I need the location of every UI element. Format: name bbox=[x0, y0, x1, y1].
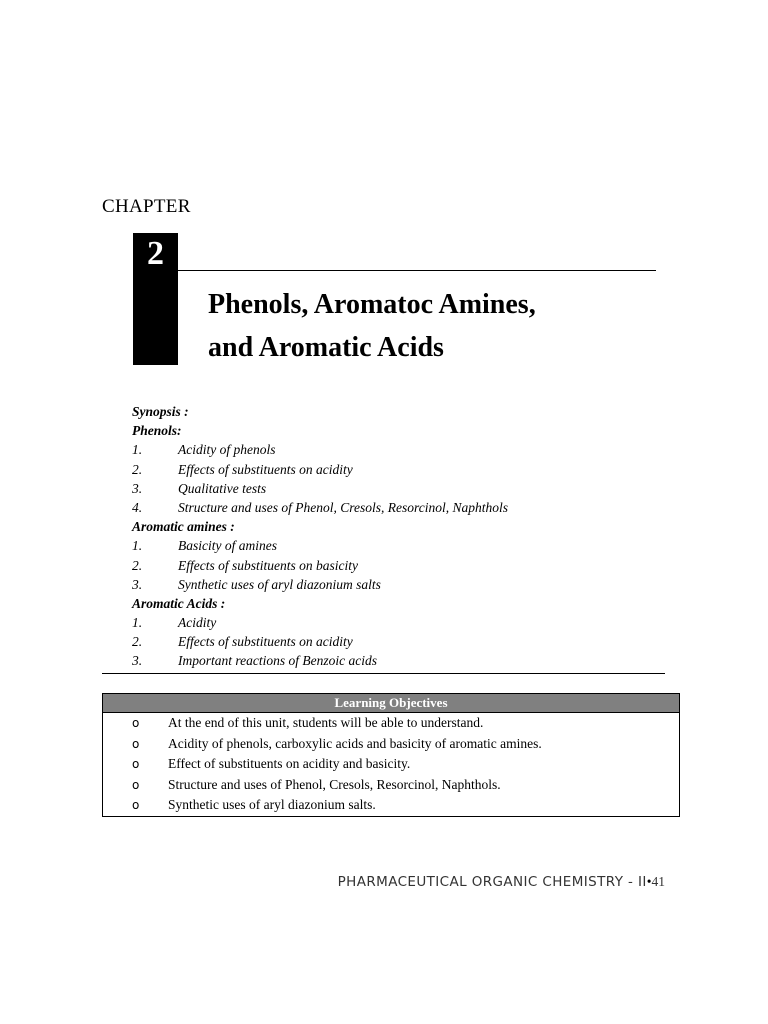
synopsis-item-text: Synthetic uses of aryl diazonium salts bbox=[178, 576, 381, 592]
synopsis-item bbox=[132, 498, 508, 517]
synopsis-item-number: 1. bbox=[132, 538, 143, 554]
synopsis-item-number: 2. bbox=[132, 461, 143, 477]
chapter-number: 2 bbox=[147, 235, 164, 272]
synopsis-item bbox=[132, 440, 508, 459]
synopsis-item-text: Effects of substituents on acidity bbox=[178, 634, 353, 650]
bullet-icon: o bbox=[132, 736, 140, 751]
synopsis-item-number: 2. bbox=[132, 634, 143, 650]
title-rule bbox=[178, 270, 656, 271]
footer-separator: • bbox=[646, 874, 652, 889]
synopsis-section-title: Aromatic Acids : bbox=[132, 595, 226, 611]
chapter-title-line: Phenols, Aromatoc Amines, bbox=[208, 289, 536, 320]
chapter-title-line: and Aromatic Acids bbox=[208, 332, 444, 363]
synopsis-item bbox=[132, 536, 508, 555]
synopsis bbox=[132, 402, 508, 671]
chapter-label: CHAPTER bbox=[102, 196, 191, 217]
synopsis-section-title: Aromatic amines : bbox=[132, 519, 235, 535]
synopsis-item-text: Qualitative tests bbox=[178, 480, 267, 496]
synopsis-item-text: Effects of substituents on basicity bbox=[178, 557, 358, 573]
synopsis-item-number: 4. bbox=[132, 499, 143, 515]
footer-book-title: PHARMACEUTICAL ORGANIC CHEMISTRY - II bbox=[337, 874, 647, 890]
synopsis-section-title: Phenols: bbox=[132, 423, 182, 439]
objective-text: Synthetic uses of aryl diazonium salts. bbox=[168, 797, 376, 812]
synopsis-item-text: Acidity of phenols bbox=[178, 442, 276, 458]
synopsis-item-text: Basicity of amines bbox=[178, 538, 277, 554]
synopsis-item bbox=[132, 556, 508, 575]
bullet-icon: o bbox=[132, 757, 140, 771]
synopsis-item bbox=[132, 613, 508, 632]
synopsis-item bbox=[132, 479, 508, 498]
learning-objectives-list bbox=[103, 713, 679, 816]
learning-objectives-box bbox=[102, 693, 680, 817]
bullet-icon: o bbox=[132, 777, 140, 792]
synopsis-item-number: 2. bbox=[132, 557, 143, 573]
synopsis-item bbox=[132, 632, 508, 651]
page-footer bbox=[338, 874, 665, 890]
objective-text: Acidity of phenols, carboxylic acids and basicity of aromatic amines. bbox=[168, 735, 542, 751]
synopsis-item-number: 1. bbox=[132, 442, 143, 458]
list-item bbox=[103, 775, 679, 796]
page-number: 41 bbox=[651, 874, 665, 889]
chapter-title bbox=[208, 283, 536, 369]
bullet-icon: o bbox=[132, 716, 140, 730]
objective-text: Effect of substituents on acidity and basicity. bbox=[168, 756, 411, 771]
synopsis-item bbox=[132, 460, 508, 479]
synopsis-item bbox=[132, 651, 508, 670]
synopsis-heading: Synopsis : bbox=[132, 404, 189, 419]
list-item bbox=[103, 713, 679, 734]
synopsis-item bbox=[132, 575, 508, 594]
list-item bbox=[103, 795, 679, 816]
list-item bbox=[103, 754, 679, 775]
objective-text: At the end of this unit, students will be able to understand. bbox=[168, 715, 484, 730]
chapter-number-block bbox=[133, 233, 178, 365]
synopsis-item-text: Acidity bbox=[178, 615, 217, 631]
synopsis-item-text: Structure and uses of Phenol, Cresols, Resorcinol, Naphthols bbox=[178, 499, 508, 515]
synopsis-item-number: 3. bbox=[132, 480, 143, 496]
objective-text: Structure and uses of Phenol, Cresols, Resorcinol, Naphthols. bbox=[168, 776, 501, 792]
learning-objectives-heading: Learning Objectives bbox=[103, 694, 679, 713]
synopsis-item-number: 3. bbox=[132, 576, 143, 592]
synopsis-item-number: 1. bbox=[132, 615, 143, 631]
list-item bbox=[103, 734, 679, 755]
synopsis-item-number: 3. bbox=[132, 653, 143, 669]
synopsis-divider bbox=[102, 673, 665, 674]
synopsis-item-text: Important reactions of Benzoic acids bbox=[178, 653, 377, 669]
synopsis-item-text: Effects of substituents on acidity bbox=[178, 461, 353, 477]
bullet-icon: o bbox=[132, 798, 140, 812]
